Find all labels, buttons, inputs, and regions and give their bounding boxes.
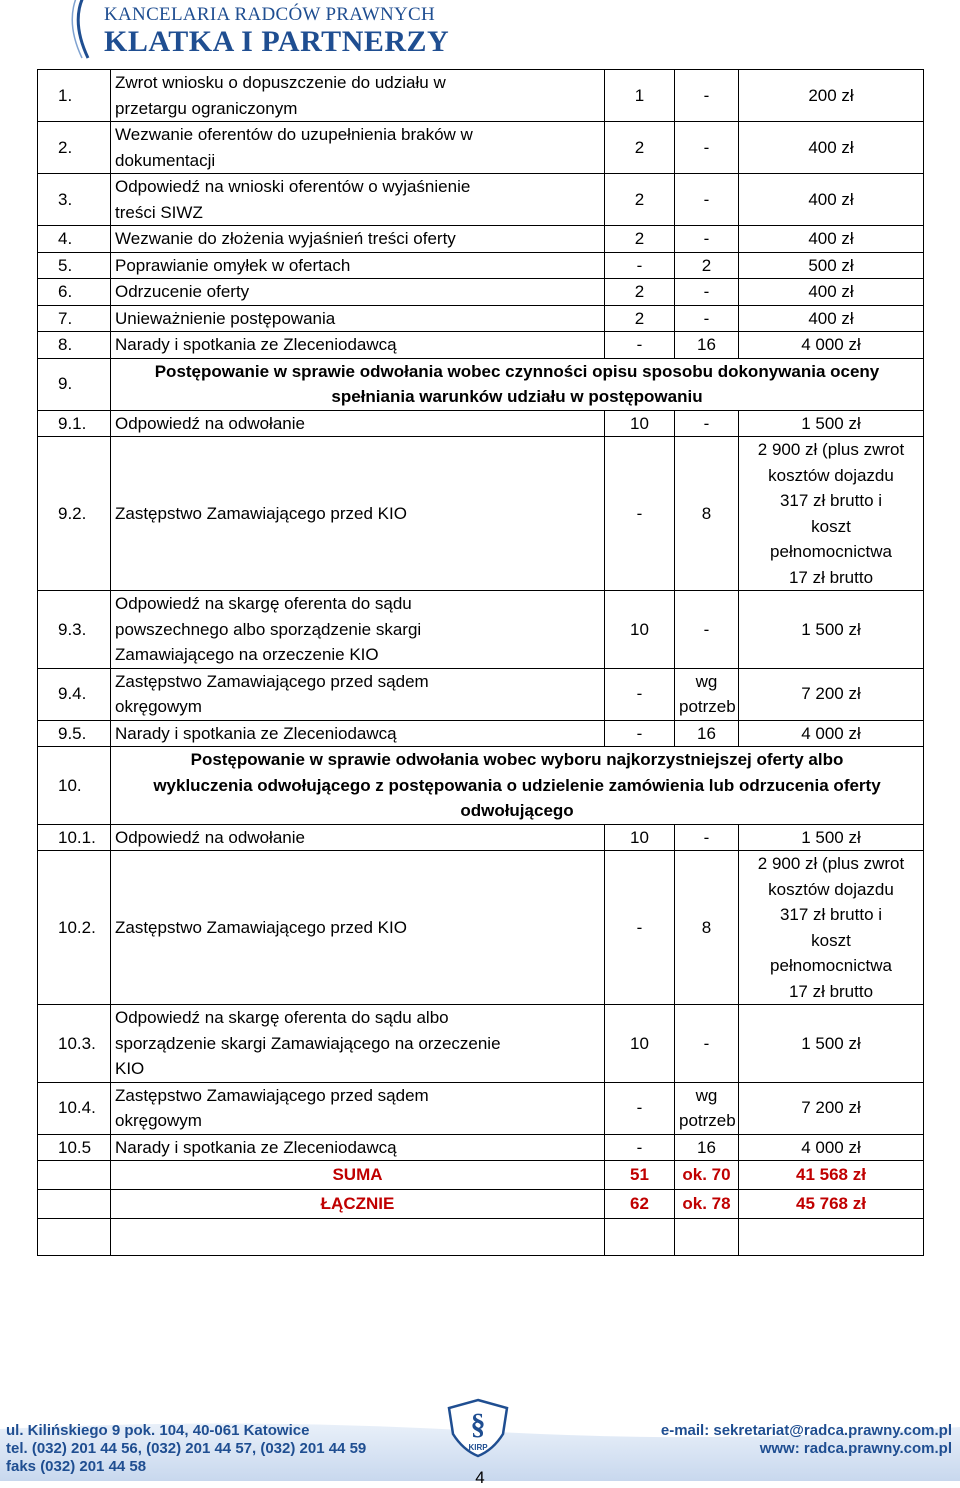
row-col-b: - — [675, 122, 739, 174]
row-description: Narady i spotkania ze Zleceniodawcą — [111, 1134, 605, 1161]
footer-website: www: radca.prawny.com.pl — [759, 1440, 952, 1457]
row-number: 3. — [38, 174, 111, 226]
row-description: Zwrot wniosku o dopuszczenie do udziału w przetargu ograniczonym — [111, 70, 605, 122]
total-empty-cell — [38, 1190, 111, 1219]
row-number: 5. — [38, 252, 111, 279]
table-row — [38, 122, 924, 174]
sum-row — [38, 1161, 924, 1190]
total-col-a: 62 — [605, 1190, 675, 1219]
row-amount: 2 900 zł (plus zwrot kosztów dojazdu 317 zł brutto i koszt pełnomocnictwa 17 zł brutto — [739, 851, 924, 1005]
page-footer — [0, 1398, 960, 1487]
page-header — [0, 0, 960, 70]
svg-text:KIRP: KIRP — [468, 1443, 488, 1452]
footer-email: e-mail: sekretariat@radca.prawny.com.pl — [660, 1422, 952, 1439]
empty-row — [38, 1219, 924, 1256]
row-number: 10.3. — [38, 1005, 111, 1083]
row-amount: 1 500 zł — [739, 1005, 924, 1083]
section-number: 10. — [38, 747, 111, 825]
row-col-a: - — [605, 437, 675, 591]
row-number: 9.1. — [38, 410, 111, 437]
sum-empty-cell — [38, 1161, 111, 1190]
row-number: 10.2. — [38, 851, 111, 1005]
row-col-a: 2 — [605, 174, 675, 226]
row-number: 1. — [38, 70, 111, 122]
table-row — [38, 226, 924, 253]
row-description: Zastępstwo Zamawiającego przed sądem okręgowym — [111, 1082, 605, 1134]
row-amount: 400 zł — [739, 226, 924, 253]
row-number: 9.2. — [38, 437, 111, 591]
row-col-a: - — [605, 252, 675, 279]
row-col-b: - — [675, 824, 739, 851]
footer-phones: tel. (032) 201 44 56, (032) 201 44 57, (032) 201 44 59 — [6, 1440, 367, 1457]
row-number: 9.5. — [38, 720, 111, 747]
firm-name-line2: KLATKA I PARTNERZY — [104, 25, 450, 58]
row-description: Odpowiedź na skargę oferenta do sądu powszechnego albo sporządzenie skargi Zamawiającego na orzeczenie KIO — [111, 591, 605, 669]
row-number: 9.4. — [38, 668, 111, 720]
row-col-a: 10 — [605, 410, 675, 437]
table-row — [38, 174, 924, 226]
row-amount: 4 000 zł — [739, 332, 924, 359]
row-description: Narady i spotkania ze Zleceniodawcą — [111, 720, 605, 747]
page-number: 4 — [475, 1468, 485, 1487]
row-col-b: 16 — [675, 1134, 739, 1161]
row-amount: 7 200 zł — [739, 668, 924, 720]
row-amount: 2 900 zł (plus zwrot kosztów dojazdu 317 zł brutto i koszt pełnomocnictwa 17 zł brutto — [739, 437, 924, 591]
row-col-a: 2 — [605, 226, 675, 253]
sum-label: SUMA — [111, 1161, 605, 1190]
row-col-a: - — [605, 1082, 675, 1134]
total-label: ŁĄCZNIE — [111, 1190, 605, 1219]
row-col-a: 10 — [605, 591, 675, 669]
section-title: Postępowanie w sprawie odwołania wobec czynności opisu sposobu dokonywania oceny spełniania warunków udziału w postępowaniu — [111, 358, 924, 410]
row-col-a: - — [605, 332, 675, 359]
kirp-emblem-icon — [443, 1398, 513, 1458]
table-row — [38, 668, 924, 720]
row-number: 10.5 — [38, 1134, 111, 1161]
row-col-a: - — [605, 851, 675, 1005]
row-col-a: 2 — [605, 122, 675, 174]
row-description: Zastępstwo Zamawiającego przed KIO — [111, 851, 605, 1005]
footer-address: ul. Kilińskiego 9 pok. 104, 40-061 Katowice — [6, 1422, 310, 1439]
row-amount: 400 zł — [739, 122, 924, 174]
row-col-a: 2 — [605, 305, 675, 332]
row-col-b: - — [675, 70, 739, 122]
table-row — [38, 720, 924, 747]
footer-contact-right — [661, 1422, 952, 1458]
row-amount: 1 500 zł — [739, 824, 924, 851]
row-col-b: wg potrzeb — [675, 1082, 739, 1134]
table-row — [38, 305, 924, 332]
fee-table — [37, 69, 924, 1256]
table-row — [38, 1134, 924, 1161]
row-amount: 4 000 zł — [739, 720, 924, 747]
row-col-b: 2 — [675, 252, 739, 279]
row-amount: 7 200 zł — [739, 1082, 924, 1134]
table-row — [38, 252, 924, 279]
row-description: Zastępstwo Zamawiającego przed sądem okręgowym — [111, 668, 605, 720]
sum-amount: 41 568 zł — [739, 1161, 924, 1190]
table-row — [38, 824, 924, 851]
row-amount: 400 zł — [739, 174, 924, 226]
row-col-b: 16 — [675, 720, 739, 747]
row-col-b: - — [675, 279, 739, 306]
row-number: 4. — [38, 226, 111, 253]
table-row — [38, 332, 924, 359]
row-description: Odpowiedź na wnioski oferentów o wyjaśnienie treści SIWZ — [111, 174, 605, 226]
section-header-row — [38, 358, 924, 410]
row-col-a: 2 — [605, 279, 675, 306]
row-number: 7. — [38, 305, 111, 332]
row-description: Odpowiedź na odwołanie — [111, 410, 605, 437]
row-description: Zastępstwo Zamawiającego przed KIO — [111, 437, 605, 591]
row-amount: 4 000 zł — [739, 1134, 924, 1161]
total-col-b: ok. 78 — [675, 1190, 739, 1219]
row-col-b: 8 — [675, 437, 739, 591]
row-number: 10.1. — [38, 824, 111, 851]
row-col-a: - — [605, 720, 675, 747]
table-row — [38, 1082, 924, 1134]
row-col-b: 8 — [675, 851, 739, 1005]
row-col-b: - — [675, 591, 739, 669]
row-number: 6. — [38, 279, 111, 306]
table-row — [38, 279, 924, 306]
sum-col-b: ok. 70 — [675, 1161, 739, 1190]
row-col-b: - — [675, 1005, 739, 1083]
row-number: 10.4. — [38, 1082, 111, 1134]
row-number: 9.3. — [38, 591, 111, 669]
section-number: 9. — [38, 358, 111, 410]
svg-text:§: § — [470, 1408, 486, 1441]
row-col-a: - — [605, 668, 675, 720]
row-col-b: - — [675, 174, 739, 226]
row-col-a: 10 — [605, 1005, 675, 1083]
sum-col-a: 51 — [605, 1161, 675, 1190]
row-description: Odrzucenie oferty — [111, 279, 605, 306]
section-title: Postępowanie w sprawie odwołania wobec wyboru najkorzystniejszej oferty albo wykluczenia odwołującego z postępowania o udzielenie zamówienia lub odrzucenia oferty odwołującego — [111, 747, 924, 825]
table-row — [38, 591, 924, 669]
row-number: 8. — [38, 332, 111, 359]
row-col-b: - — [675, 410, 739, 437]
footer-fax: faks (032) 201 44 58 — [6, 1458, 147, 1475]
row-col-a: 10 — [605, 824, 675, 851]
row-description: Poprawianie omyłek w ofertach — [111, 252, 605, 279]
row-col-a: 1 — [605, 70, 675, 122]
table-row — [38, 851, 924, 1005]
row-amount: 200 zł — [739, 70, 924, 122]
row-col-b: 16 — [675, 332, 739, 359]
table-row — [38, 1005, 924, 1083]
row-description: Narady i spotkania ze Zleceniodawcą — [111, 332, 605, 359]
table-row — [38, 70, 924, 122]
table-row — [38, 437, 924, 591]
firm-name-line1: KANCELARIA RADCÓW PRAWNYCH — [104, 4, 436, 25]
row-amount: 400 zł — [739, 279, 924, 306]
table-row — [38, 410, 924, 437]
row-description: Odpowiedź na skargę oferenta do sądu albo sporządzenie skargi Zamawiającego na orzeczenie KIO — [111, 1005, 605, 1083]
section-header-row — [38, 747, 924, 825]
row-amount: 1 500 zł — [739, 591, 924, 669]
row-col-b: wg potrzeb — [675, 668, 739, 720]
row-description: Wezwanie oferentów do uzupełnienia braków w dokumentacji — [111, 122, 605, 174]
row-col-b: - — [675, 305, 739, 332]
row-col-a: - — [605, 1134, 675, 1161]
row-amount: 1 500 zł — [739, 410, 924, 437]
row-col-b: - — [675, 226, 739, 253]
row-number: 2. — [38, 122, 111, 174]
row-description: Wezwanie do złożenia wyjaśnień treści oferty — [111, 226, 605, 253]
grand-total-row — [38, 1190, 924, 1219]
row-description: Unieważnienie postępowania — [111, 305, 605, 332]
row-description: Odpowiedź na odwołanie — [111, 824, 605, 851]
total-amount: 45 768 zł — [739, 1190, 924, 1219]
row-amount: 400 zł — [739, 305, 924, 332]
row-amount: 500 zł — [739, 252, 924, 279]
